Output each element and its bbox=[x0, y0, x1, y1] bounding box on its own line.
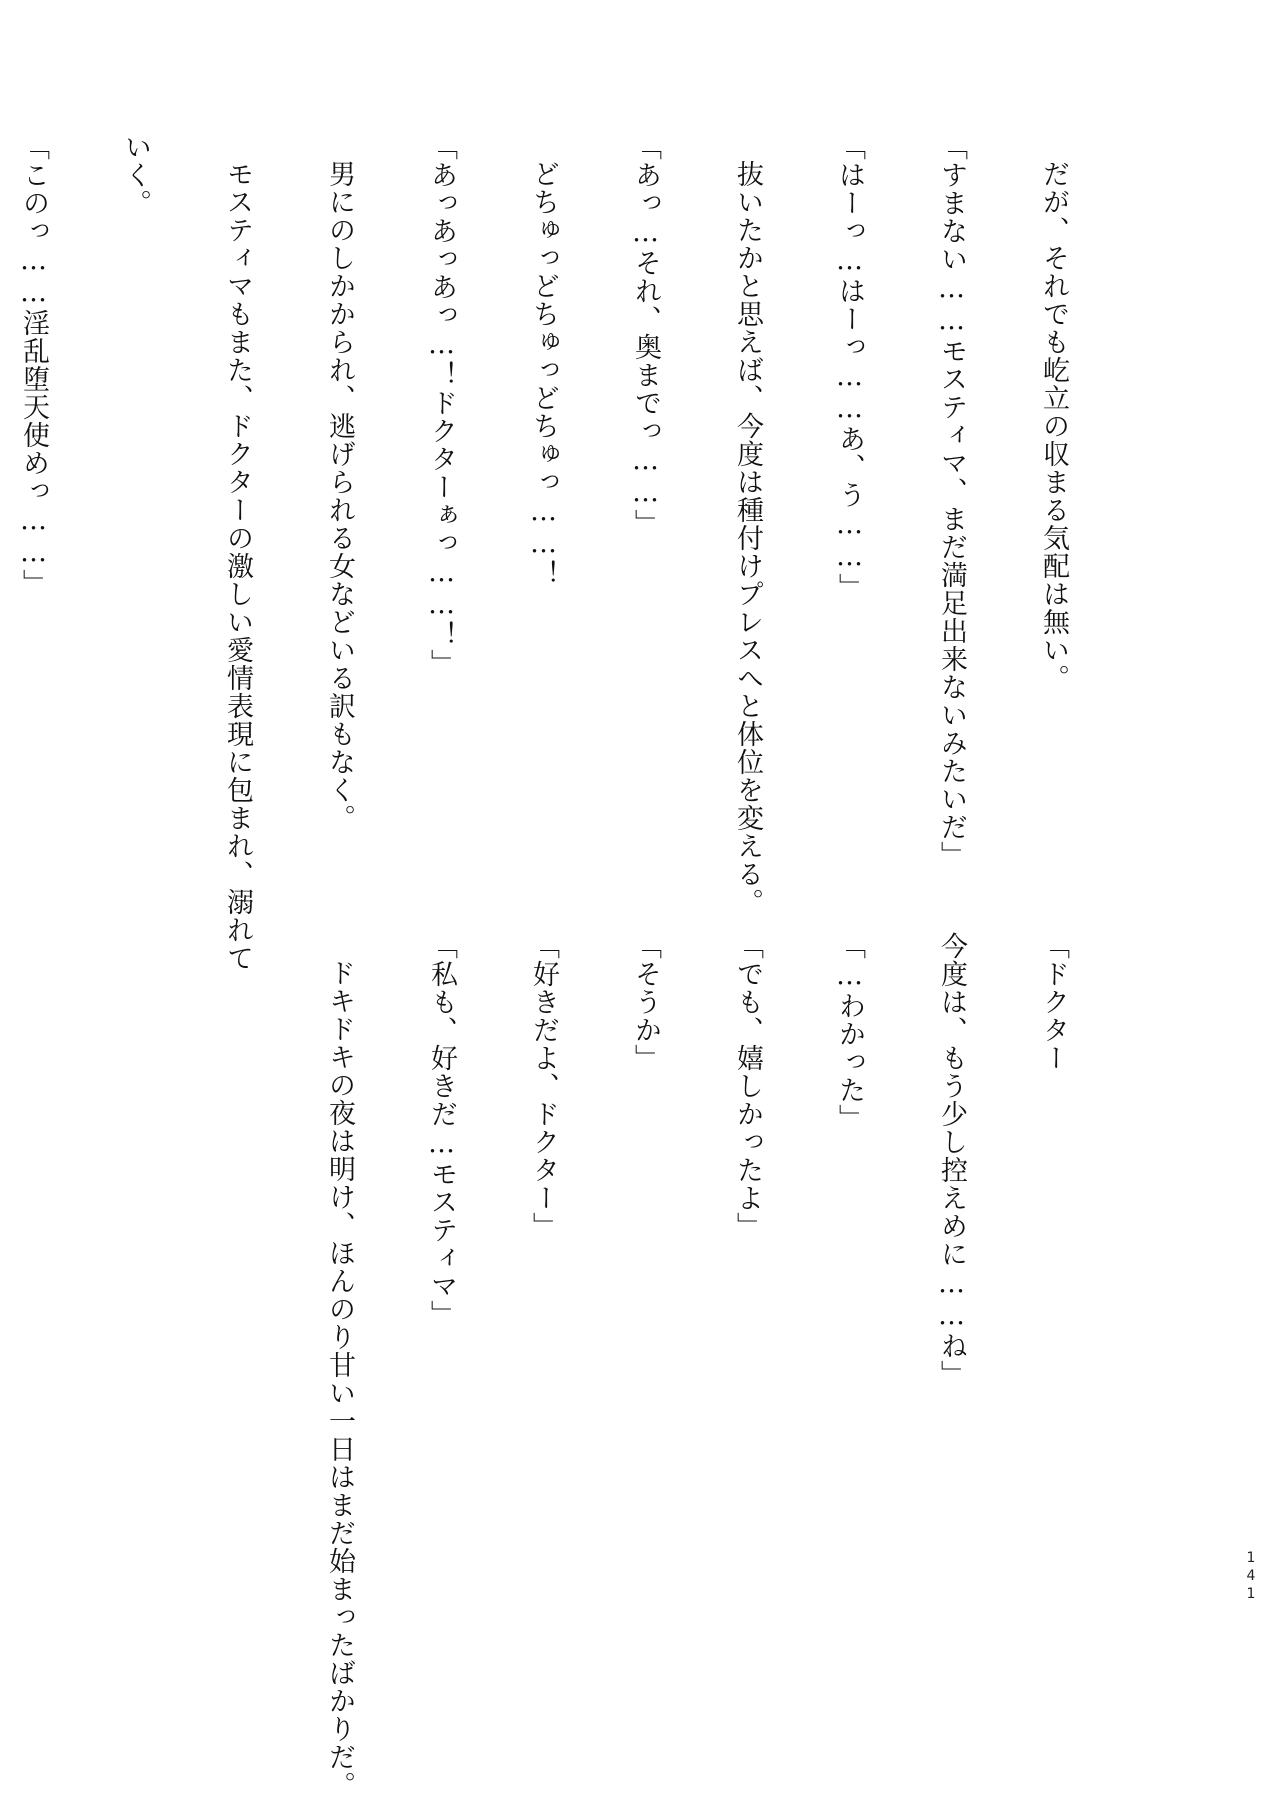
text-line: 「はーっ…はーっ……あ、う……」 bbox=[834, 133, 865, 601]
text-line: 「あっあっあっ…！ドクターぁっ……！」 bbox=[426, 133, 457, 677]
text-line: 「好きだよ、ドクター」 bbox=[528, 932, 559, 1240]
text-line: いく。 bbox=[120, 133, 151, 217]
text-line: 「すまない……モスティマ、まだ満足出来ないみたいだ」 bbox=[936, 133, 967, 869]
page-number: 141 bbox=[1243, 1550, 1259, 1604]
upper-text-block bbox=[0, 133, 1138, 972]
text-line: モスティマもまた、ドクターの激しい愛情表現に包まれ、溺れて bbox=[222, 160, 253, 972]
text-line: 「このっ……淫乱堕天使めっ……」 bbox=[18, 133, 49, 597]
text-line: 「ドクター bbox=[1038, 932, 1069, 1072]
text-line: 「あっ…それ、奥までっ……」 bbox=[630, 133, 661, 537]
text-line: どちゅっどちゅっどちゅっ……！ bbox=[528, 160, 559, 588]
text-line: 「私も、好きだ…モスティマ」 bbox=[426, 932, 457, 1328]
text-line: 今度は、もう少し控えめに……ね」 bbox=[936, 932, 967, 1388]
text-line: 「…わかった」 bbox=[834, 932, 865, 1132]
text-line: 男にのしかかられ、逃げられる女などいる訳もなく。 bbox=[324, 160, 355, 832]
text-line: だが、それでも屹立の収まる気配は無い。 bbox=[1038, 160, 1069, 692]
text-line: ドキドキの夜は明け、ほんのり甘い一日はまだ始まったばかりだ。 bbox=[324, 959, 355, 1799]
text-line: 「そうか」 bbox=[630, 932, 661, 1072]
lower-text-block bbox=[254, 932, 1138, 1799]
text-line: 抜いたかと思えば、今度は種付けプレスへと体位を変える。 bbox=[732, 160, 763, 916]
text-line: 「でも、嬉しかったよ」 bbox=[732, 932, 763, 1240]
